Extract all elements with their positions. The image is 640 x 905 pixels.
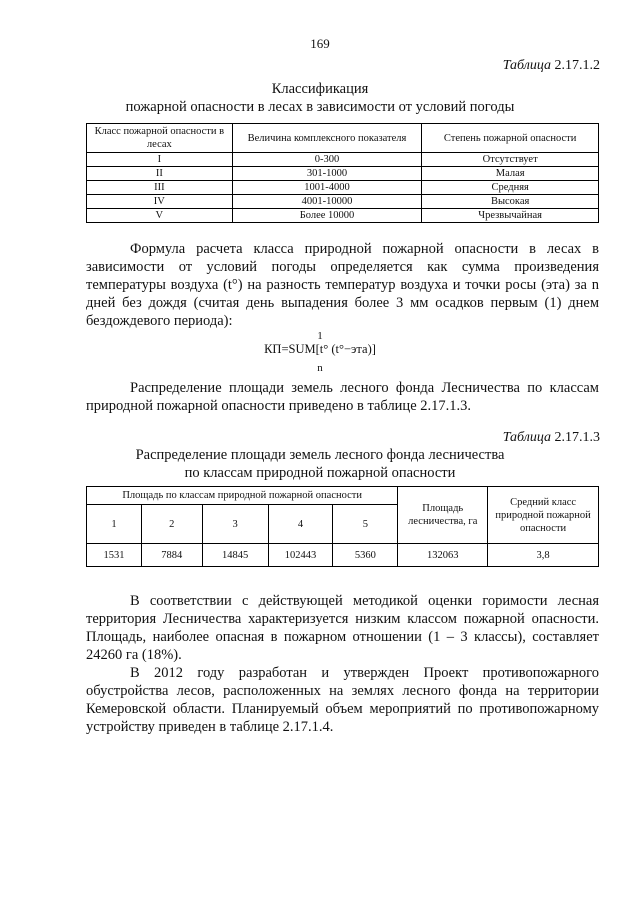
class-header-cell: 2 <box>141 505 202 544</box>
class-header-cell: 3 <box>202 505 268 544</box>
table-cell: V <box>87 209 233 223</box>
table-cell: 4001-10000 <box>232 195 422 209</box>
table2-caption-line1: Распределение площади земель лесного фонда лесничества <box>135 447 505 463</box>
table1-label-number: 2.17.1.2 <box>554 58 600 73</box>
table2-label <box>503 430 600 446</box>
table1-caption <box>40 80 600 116</box>
class-header-cell: 5 <box>333 505 398 544</box>
avg-class-header-cell: Средний класс природной пожарной опасности <box>488 487 599 544</box>
table-cell: 301-1000 <box>232 167 422 181</box>
paragraph-formula-intro <box>86 240 599 330</box>
table-row <box>87 167 599 181</box>
group-header-cell: Площадь по классам природной пожарной опасности <box>87 487 398 505</box>
formula-expression: КП=SUM[t° (t°−эта)] <box>264 342 376 356</box>
table2-label-number: 2.17.1.3 <box>554 430 600 445</box>
table1-label <box>503 58 600 74</box>
header-cell: Величина комплексного показателя <box>232 124 422 153</box>
table-cell: Более 10000 <box>232 209 422 223</box>
table-row <box>87 153 599 167</box>
table-cell: Отсутствует <box>422 153 599 167</box>
table-cell: II <box>87 167 233 181</box>
formula-upper-limit: 1 <box>317 330 323 342</box>
table-cell: 3,8 <box>488 544 599 567</box>
table1-caption-line2: пожарной опасности в лесах в зависимости от условий погоды <box>125 99 515 115</box>
table-cell: 132063 <box>398 544 488 567</box>
table1-caption-line1: Классификация <box>271 81 369 97</box>
table-cell: 14845 <box>202 544 268 567</box>
table-cell: Средняя <box>422 181 599 195</box>
table-row <box>87 195 599 209</box>
table-cell: Малая <box>422 167 599 181</box>
table-cell: I <box>87 153 233 167</box>
paragraph-text: В соответствии с действующей методикой оценки горимости лесная территория Лесничества характеризуется низким классом пожарной опасности. Площадь, наиболее опасная в пожарном отношении (1 – 3 классы), составляет 24260 га (18%). <box>86 593 599 663</box>
header-cell: Класс пожарной опасности в лесах <box>87 124 233 153</box>
table-cell: Высокая <box>422 195 599 209</box>
page-number: 169 <box>310 36 330 51</box>
class-header-cell: 4 <box>268 505 333 544</box>
table-cell: 0-300 <box>232 153 422 167</box>
paragraph-distribution <box>86 379 599 415</box>
formula-lower-limit: n <box>317 362 323 374</box>
table2-caption <box>40 446 600 482</box>
table-cell: IV <box>87 195 233 209</box>
table-row <box>87 209 599 223</box>
table2-label-word: Таблица <box>502 430 551 445</box>
header-cell: Степень пожарной опасности <box>422 124 599 153</box>
table-header-row <box>87 124 599 153</box>
fire-class-table <box>86 123 599 223</box>
paragraph-methodology <box>86 592 599 736</box>
area-distribution-table <box>86 486 599 567</box>
table-cell: 1001-4000 <box>232 181 422 195</box>
paragraph-text: В 2012 году разработан и утвержден Проект противопожарного обустройства лесов, расположенных на землях лесного фонда на территории Кемеровской области. Планируемый объем мероприятий по противопожарному устройству приведен в таблице 2.17.1.4. <box>86 665 599 735</box>
paragraph-text: Распределение площади земель лесного фонда Лесничества по классам природной пожарной опасности приведено в таблице 2.17.1.3. <box>86 380 599 414</box>
table-row <box>87 544 599 567</box>
paragraph-text: Формула расчета класса природной пожарной опасности в лесах в зависимости от условий погоды определяется как сумма произведения температуры воздуха (t°) на разность температур воздуха и точки росы (эта) за n дней без дождя (считая день выпадения более 3 мм осадков первым (1) днем бездождевого периода): <box>86 241 599 329</box>
table-cell: 7884 <box>141 544 202 567</box>
table2-caption-line2: по классам природной пожарной опасности <box>184 465 456 481</box>
table-cell: Чрезвычайная <box>422 209 599 223</box>
table-cell: III <box>87 181 233 195</box>
table-cell: 5360 <box>333 544 398 567</box>
table-cell: 102443 <box>268 544 333 567</box>
table-cell: 1531 <box>87 544 142 567</box>
table-header-row <box>87 487 599 505</box>
class-header-cell: 1 <box>87 505 142 544</box>
table1-label-word: Таблица <box>502 58 551 73</box>
table-row <box>87 181 599 195</box>
area-header-cell: Площадь лесничества, га <box>398 487 488 544</box>
